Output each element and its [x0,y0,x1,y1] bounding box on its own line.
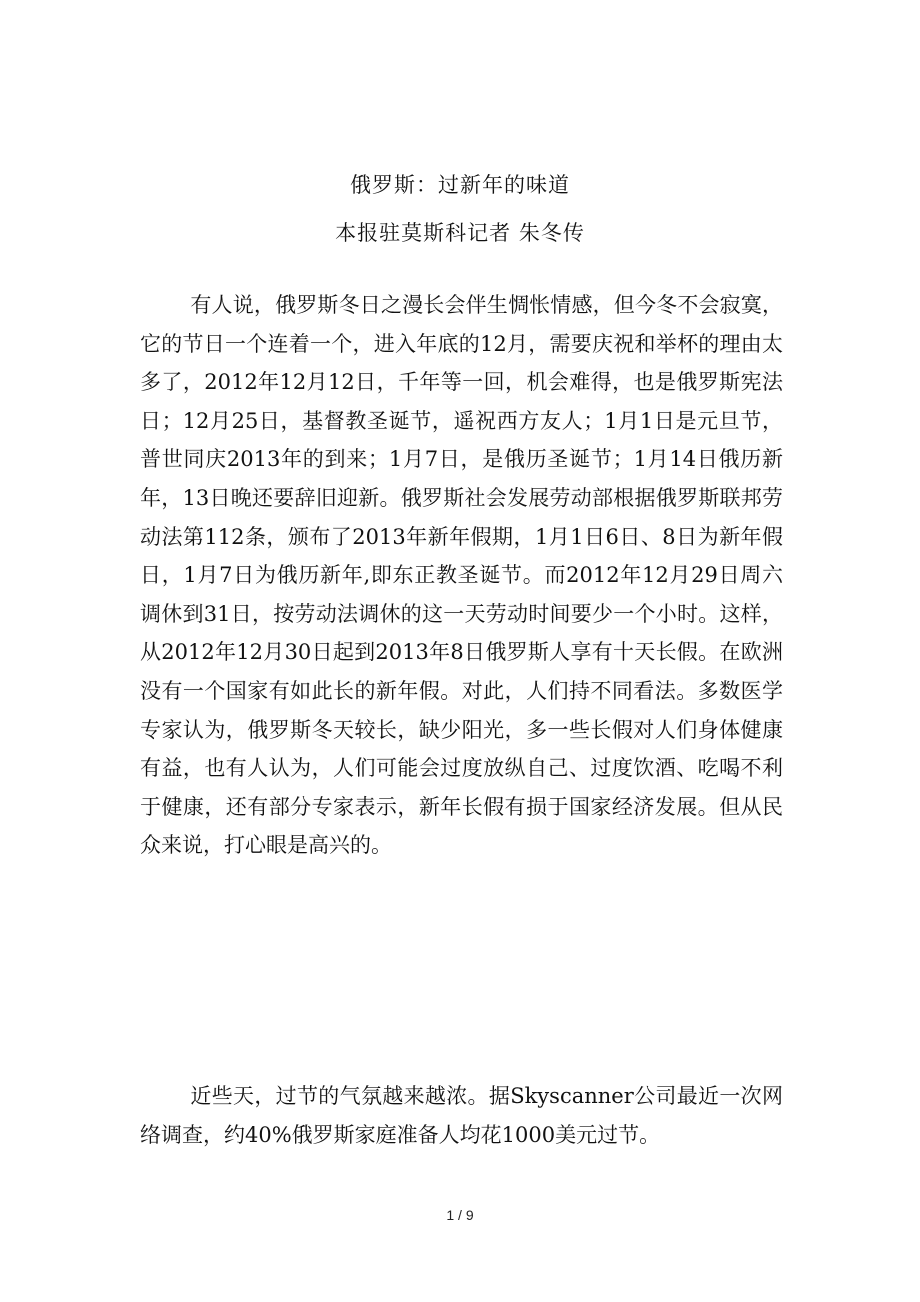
article-title: 俄罗斯：过新年的味道 [350,173,570,197]
page-number: 1 / 9 [446,1207,474,1223]
body-paragraph-1: 有人说，俄罗斯冬日之漫长会伴生惆怅情感，但今冬不会寂寞，它的节日一个连着一个，进入年底的12月，需要庆祝和举杯的理由太多了，2012年12月12日，千年等一回，机会难得，也是俄罗斯宪法日；12月25日，基督教圣诞节，遥祝西方友人；1月1日是元旦节，普世同庆2013年的到来；1月7日，是俄历圣诞节；1月14日俄历新年，13日晚还要辞旧迎新。俄罗斯社会发展劳动部根据俄罗斯联邦劳动法第112条，颁布了2013年新年假期，1月1日6日、8日为新年假日，1月7日为俄历新年,即东正教圣诞节。而2012年12月29日周六调休到31日，按劳动法调休的这一天劳动时间要少一个小时。这样，从2012年12月30日起到2013年8日俄罗斯人享有十天长假。在欧洲没有一个国家有如此长的新年假。对此，人们持不同看法。多数医学专家认为，俄罗斯冬天较长，缺少阳光，多一些长假对人们身体健康有益，也有人认为，人们可能会过度放纵自己、过度饮酒、吃喝不利于健康，还有部分专家表示，新年长假有损于国家经济发展。但从民众来说，打心眼是高兴的。 [140,293,783,858]
article-byline: 本报驻莫斯科记者 朱冬传 [335,221,585,245]
body-paragraph-2: 近些天，过节的气氛越来越浓。据Skyscanner公司最近一次网络调查，约40%俄罗斯家庭准备人均花1000美元过节。 [140,1084,783,1147]
